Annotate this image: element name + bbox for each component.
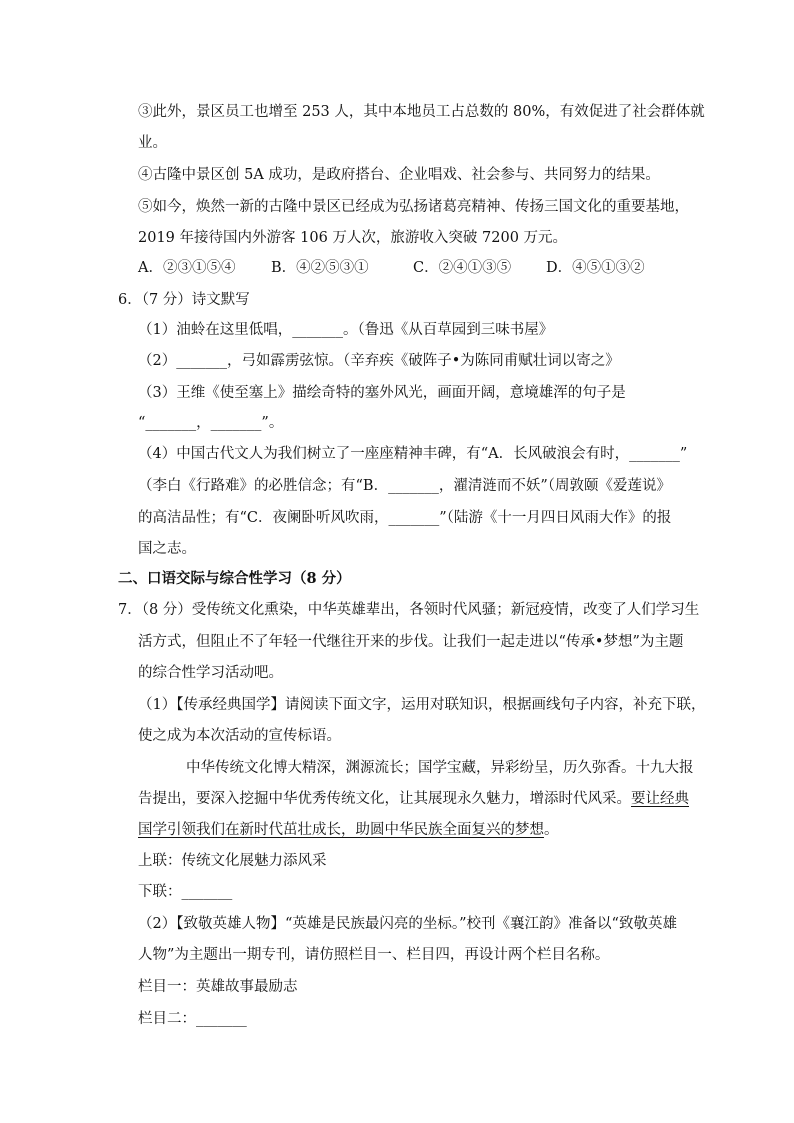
passage-line2 — [138, 789, 689, 809]
q7-sub1-line1: （1）【传承经典国学】请阅读下面文字，运用对联知识，根据画线句子内容，补充下联， — [138, 697, 706, 713]
q5-item5-line1: ⑤如今，焕然一新的古隆中景区已经成为弘扬诸葛亮精神、传扬三国文化的重要基地， — [138, 199, 689, 215]
section-heading: 二、口语交际与综合性学习（8 分） — [118, 570, 351, 587]
q5-item4: ④古隆中景区创 5A 成功，是政府搭台、企业唱戏、社会参与、共同努力的结果。 — [138, 167, 660, 183]
q6-title: 6．（7 分）诗文默写 — [118, 292, 250, 308]
column-one: 栏目一：英雄故事最励志 — [138, 979, 298, 995]
q5-option-a[interactable]: A．②③①⑤④ — [138, 260, 236, 276]
q6-part4-line4: 国之志。 — [138, 541, 196, 557]
q7-intro-line3: 的综合性学习活动吧。 — [138, 665, 283, 681]
q6-part4-line1: （4）中国古代文人为我们树立了一座座精神丰碑，有“A．长风破浪会有时，_______” — [138, 446, 688, 462]
passage-line3-period: 。 — [544, 822, 559, 838]
q6-part4-line2: （李白《行路难》的必胜信念；有“B．_______，濯清涟而不妖”（周敦颐《爱莲说》 — [138, 478, 671, 494]
q6-part3-line2: “_______，_______”。 — [138, 415, 284, 431]
q7-sub2-line2: 人物”为主题出一期专刊，请仿照栏目一、栏目四，再设计两个栏目名称。 — [138, 947, 610, 963]
underlined-sentence-start: 要让经典 — [631, 791, 689, 807]
passage-line1: 中华传统文化博大精深，渊源流长；国学宝藏，异彩纷呈，历久弥香。十九大报 — [186, 760, 694, 776]
lower-couplet-blank[interactable]: 下联：_______ — [138, 884, 233, 900]
upper-couplet: 上联：传统文化展魅力添风采 — [138, 853, 327, 869]
q5-item3-line1: ③此外，景区员工也增至 253 人，其中本地员工占总数的 80%，有效促进了社会群体就 — [138, 104, 705, 120]
q7-sub1-line2: 使之成为本次活动的宣传标语。 — [138, 728, 341, 744]
q6-part4-line3: 的高洁品性；有“C．夜阑卧听风吹雨，_______”（陆游《十一月四日风雨大作》的报 — [138, 510, 672, 526]
q5-option-b[interactable]: B．④②⑤③① — [271, 260, 369, 276]
column-two-blank[interactable]: 栏目二：_______ — [138, 1011, 247, 1027]
q5-item5-line2: 2019 年接待国内外游客 106 万人次，旅游收入突破 7200 万元。 — [138, 230, 568, 246]
q6-part2: （2）_______，弓如霹雳弦惊。（辛弃疾《破阵子•为陈同甫赋壮词以寄之》 — [138, 353, 620, 369]
q7-intro-line2: 活方式，但阻止不了年轻一代继往开来的步伐。让我们一起走进以“传承•梦想”为主题 — [138, 634, 684, 650]
q5-item3-line2: 业。 — [138, 135, 167, 151]
q7-intro-line1: 7．（8 分）受传统文化熏染，中华英雄辈出，各领时代风骚；新冠疫情，改变了人们学习生 — [118, 602, 700, 618]
passage-line2-text: 告提出，要深入挖掘中华优秀传统文化，让其展现永久魅力，增添时代风采。 — [138, 791, 631, 807]
passage-line3 — [138, 820, 559, 840]
q5-option-c[interactable]: C．②④①③⑤ — [413, 260, 512, 276]
q7-sub2-line1: （2）【致敬英雄人物】“英雄是民族最闪亮的坐标。”校刊《襄江韵》准备以“致敬英雄 — [138, 916, 677, 932]
q5-option-d[interactable]: D．④⑤①③② — [546, 260, 645, 276]
q6-part3-line1: （3）王维《使至塞上》描绘奇特的塞外风光，画面开阔，意境雄浑的句子是 — [138, 385, 626, 401]
q6-part1: （1）油蛉在这里低唱，_______。（鲁迅《从百草园到三味书屋》 — [138, 322, 554, 338]
underlined-sentence-end: 国学引领我们在新时代茁壮成长，助圆中华民族全面复兴的梦想 — [138, 822, 544, 838]
